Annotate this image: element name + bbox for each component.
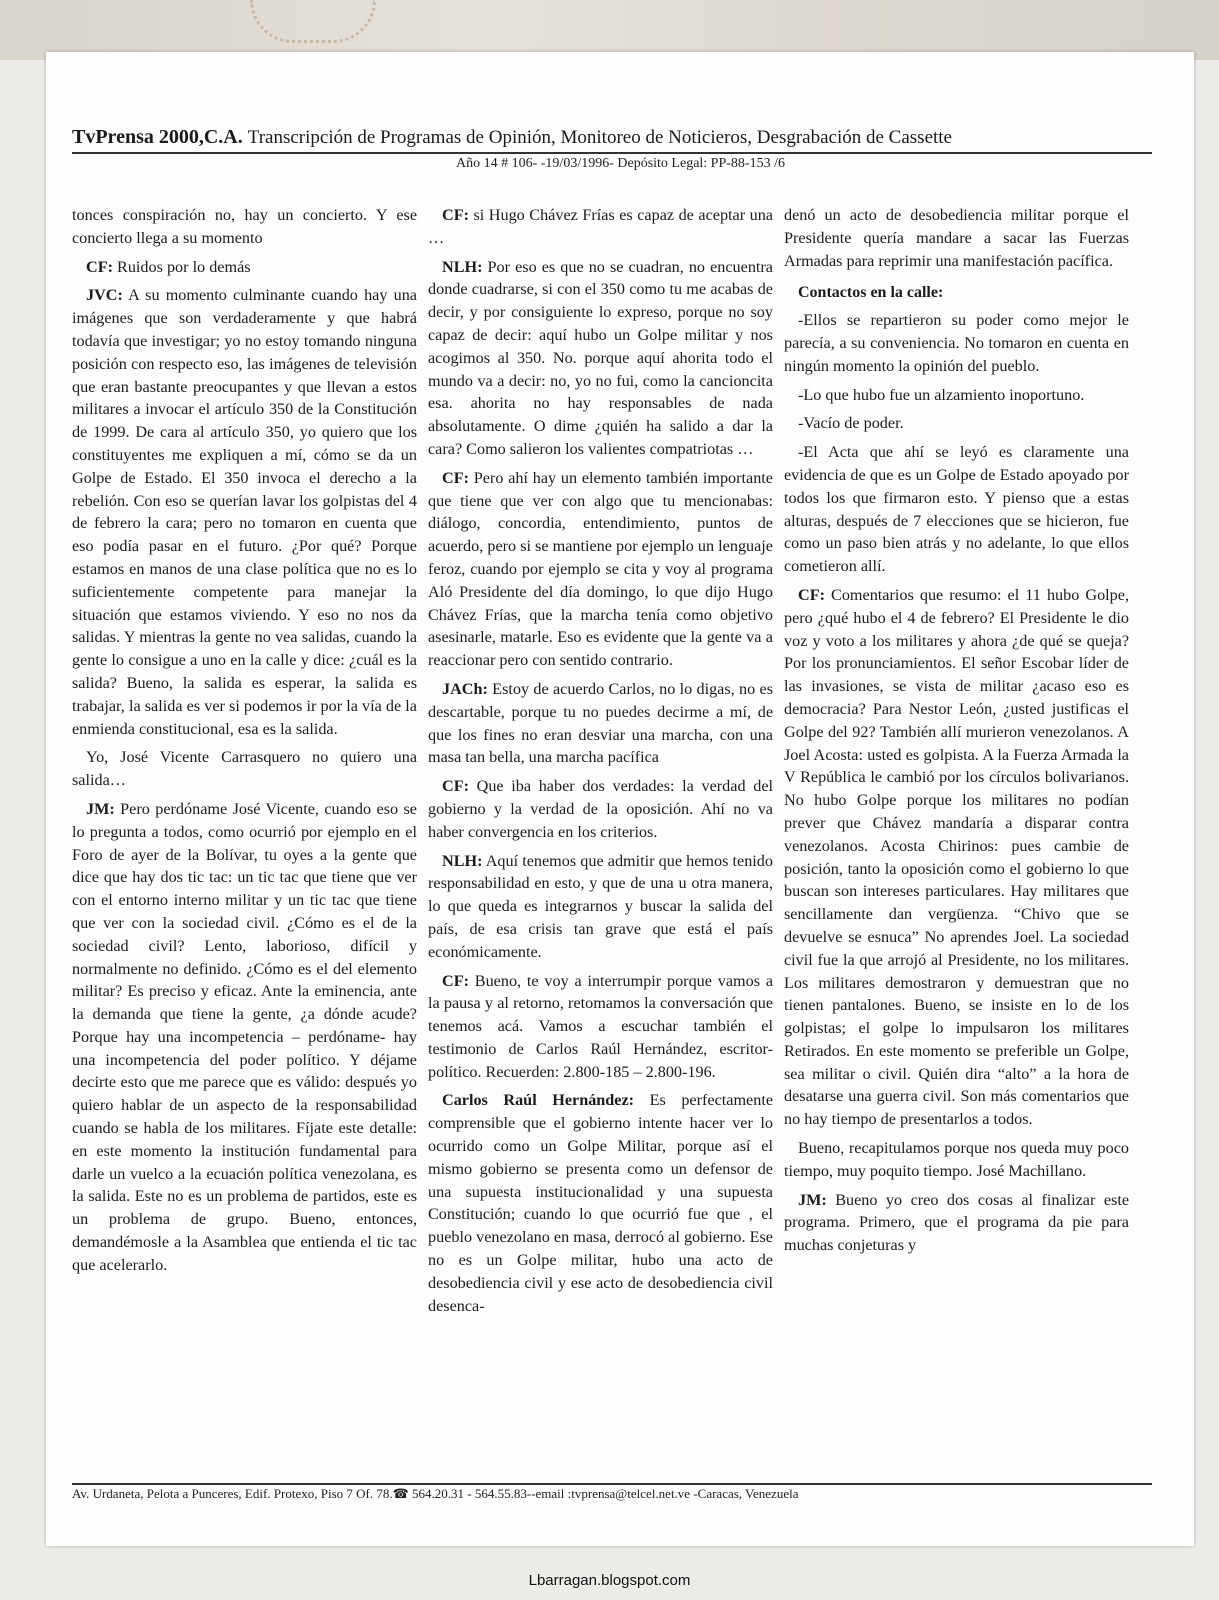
speaker-label: JACh:	[442, 679, 488, 698]
paragraph-text: Aquí tenemos que admitir que hemos tenido responsabilidad en esto, y que de una u otra manera, lo que queda es integrarnos y buscar la salida del país, de esa crisis tan grave que está el país económicamente.	[428, 851, 773, 961]
speaker-label: CF:	[442, 468, 469, 487]
paragraph-text: Bueno, te voy a interrumpir porque vamos a la pausa y al retorno, retomamos la conversación que tenemos acá. Vamos a escuchar también el testimonio de Carlos Raúl Hernández, escritor-político. Recuerden: 2.800-185 – 2.800-196.	[428, 971, 773, 1081]
column-3	[784, 204, 1129, 1263]
speaker-label: JM:	[86, 799, 115, 818]
speaker-label: CF:	[442, 777, 469, 796]
paragraph	[428, 970, 773, 1084]
paragraph	[784, 1189, 1129, 1257]
issue-info: Año 14 # 106- -19/03/1996- Depósito Legal: PP-88-153 /6	[456, 156, 785, 171]
paragraph-text: Estoy de acuerdo Carlos, no lo digas, no es descartable, porque tu no puedes decirme a mí, de que los fines no eran desviar una marcha, con una masa tan bella, una marcha pacífica	[428, 679, 773, 767]
paragraph	[72, 284, 417, 740]
section-heading: Contactos en la calle:	[798, 284, 944, 302]
paragraph	[72, 256, 417, 279]
paragraph	[428, 775, 773, 843]
masthead-line	[72, 126, 1152, 149]
paragraph-text: si Hugo Chávez Frías es capaz de aceptar una …	[428, 206, 773, 247]
paragraph-text: Comentarios que resumo: el 11 hubo Golpe, pero ¿qué hubo el 4 de febrero? El Presidente le dio voz y voto a los militares y ahora ¿de qué se queja? Por los pronunciamientos. El señor Escobar líder de las invasiones, se vista de militar ¿acaso eso es democracia? Para Nestor León, ¿usted justificas el Golpe del 92? También allí murieron venezolanos. A Joel Acosta: usted es golpista. A la Fuerza Armada la V República le cambió por los círculos bolivarianos. No hubo Golpe porque los militares no podían prever que Chávez mandaría a disparar contra venezolanos. Acosta Chirinos: pues cambie de posición, tanto la oposición como el gobierno lo que buscan son intereses particulares. Hay militares que sencillamente dan vergüenza. “Chivo que se devuelve se esnuca” No aprendes Joel. La sociedad civil fue la que arrojó al Presidente, no los militares. Los militares demostraron y demuestran que no tienen pantalones. Bueno, se insiste en lo de los golpistas; el golpe lo impulsaron los militares Retirados. En este momento se preferible un Golpe, sea militar o civil. Quién dira “alto” a la hora de desatarse una guerra civil. Son más comentarios que no hay tiempo de presentarlos a todos.	[784, 585, 1129, 1129]
paragraph: Yo, José Vicente Carrasquero no quiero una salida…	[72, 748, 417, 790]
paragraph	[428, 850, 773, 964]
paragraph	[428, 256, 773, 461]
newsletter-page	[46, 52, 1194, 1546]
footer-address: Av. Urdaneta, Pelota a Punceres, Edif. Protexo, Piso 7 Of. 78.☎ 564.20.31 - 564.55.83--email :tvprensa@telcel.net.ve -Caracas, Venezuela	[72, 1486, 799, 1501]
speaker-label: CF:	[798, 585, 825, 604]
paragraph: -Ellos se repartieron su poder como mejor le parecía, a su conveniencia. No tomaron en cuenta en ningún momento la opinión del pueblo.	[784, 311, 1129, 375]
paragraph: -Vacío de poder.	[798, 414, 904, 433]
speaker-label: CF:	[442, 206, 469, 224]
company-name: TvPrensa 2000,C.A.	[72, 126, 243, 148]
paragraph: -El Acta que ahí se leyó es claramente una evidencia de que es un Golpe de Estado apoyado por todos los que firmaron esto. Y pienso que a estas alturas, después de 7 elecciones que se hicieron, fue como un paso bien atrás y no adelante, lo que ellos cometieron allí.	[784, 443, 1129, 576]
speaker-label: Carlos Raúl Hernández:	[442, 1091, 635, 1110]
speaker-label: CF:	[442, 971, 469, 990]
paragraph	[428, 1089, 773, 1317]
scanner-lid-texture	[0, 0, 1219, 60]
speaker-label: NLH:	[442, 851, 483, 870]
paragraph	[428, 678, 773, 769]
paragraph: Bueno, recapitulamos porque nos queda muy poco tiempo, muy poquito tiempo. José Machillano.	[784, 1139, 1129, 1180]
paragraph-text: Que iba haber dos verdades: la verdad del gobierno y la verdad de la oposición. Ahí no va haber convergencia en los criterios.	[428, 777, 773, 841]
footer-rule	[72, 1483, 1152, 1485]
paragraph: -Lo que hubo fue un alzamiento inoportuno.	[798, 385, 1085, 404]
speaker-label: JM:	[798, 1190, 827, 1209]
company-tagline: Transcripción de Programas de Opinión, Monitoreo de Noticieros, Desgrabación de Cassette	[247, 127, 952, 148]
paragraph	[784, 584, 1129, 1131]
paragraph-text: Por eso es que no se cuadran, no encuentra donde cuadrarse, si con el 350 como tu me acabas de decir, y por consiguiente lo expreso, porque no soy capaz de decir: aquí hubo un Golpe militar y nos acogimos al 350. No. porque aquí ahorita todo el mundo va a decir: no, yo no fui, como la cancioncita esa. ahorita no hay responsables de nada absolutamente. O dime ¿quién ha salido a dar la cara? Como salieron los valientes compatriotas …	[428, 257, 773, 458]
blog-watermark: Lbarragan.blogspot.com	[528, 1572, 691, 1589]
paragraph: tonces conspiración no, hay un concierto. Y ese concierto llega a su momento	[72, 206, 417, 247]
column-1	[72, 204, 417, 1283]
paragraph	[72, 798, 417, 1277]
paragraph-text: Es perfectamente comprensible que el gobierno intente hacer ver lo ocurrido como un Golpe Militar, porque así el mismo gobierno se presenta como un defensor de una supuesta institucionalidad y una supuesta Constitución; cuando lo que ocurrió fue que , el pueblo venezolano en masa, derrocó al gobierno. Ese no es un Golpe militar, hubo una acto de desobediencia civil y ese acto de desobediencia civil desenca-	[428, 1091, 773, 1315]
paragraph: denó un acto de desobediencia militar porque el Presidente quería mandare a sacar las Fuerzas Armadas para reprimir una manifestación pacífica.	[784, 206, 1129, 270]
speaker-label: JVC:	[86, 286, 123, 305]
masthead	[72, 126, 1152, 149]
speaker-label: NLH:	[442, 257, 483, 276]
paragraph-text: Ruidos por lo demás	[112, 257, 251, 276]
header-rule	[72, 152, 1152, 154]
paragraph-text: Bueno yo creo dos cosas al finalizar este programa. Primero, que el programa da pie para muchas conjeturas y	[784, 1190, 1129, 1255]
paragraph	[428, 467, 773, 672]
column-2	[428, 204, 773, 1323]
paragraph	[428, 204, 773, 250]
speaker-label: CF:	[86, 257, 113, 276]
paragraph-text: A su momento culminante cuando hay una imágenes que son verdaderamente y que habrá todavía que investigar; yo no estoy tomando ninguna posición con respecto eso, las imágenes de televisión que eran bastante preocupantes y que llevan a estos militares a invocar el artículo 350 de la Constitución de 1999. De cara al artículo 350, yo quiero que los constituyentes me expliquen a mí, cómo se da un Golpe de Estado. El 350 invoca el derecho a la rebelión. Con eso se querían lavar los golpistas del 4 de febrero la cara; pero no tomaron en cuenta que eso podía pasar en el futuro. ¿Por qué? Porque estamos en manos de una clase política que no es lo suficientemente competente para manejar la situación que estamos viviendo. Y eso no nos da salidas. Y mientras la gente no vea salidas, cuando la gente lo consigue a uno en la calle y dice: ¿cuál es la salida? Bueno, la salida es esperar, la salida es trabajar, la salida es ver si podemos ir por la vía de la enmienda constitucional, esa es la salida.	[72, 286, 417, 738]
paragraph-text: Pero perdóname José Vicente, cuando eso se lo pregunta a todos, como ocurrió por ejemplo en el Foro de ayer de la Bolívar, tu oyes a la gente que dice que hay dos tic tac: un tic tac que tiene que ver con el entorno interno militar y un tic tac que tiene que ver con la sociedad civil. ¿Cómo es el de la sociedad civil? Lento, laborioso, difícil y normalmente no definido. ¿Cómo es el del elemento militar? Es preciso y eficaz. Ante la eminencia, ante la demanda que tiene la gente, ¿a dónde acude? Porque hay una incompetencia – perdóname- hay una incompetencia del poder político. Y déjame decirte esto que me parece que es válido: después yo quiero hablar de un aspecto de la responsabilidad cuando se habla de los militares. Fíjate este detalle: en este momento la institución fundamental para darle un vuelco a la ecuación política venezolana, es la salida. Este no es un problema de partidos, este es un problema de grupo. Bueno, entonces, demandémosle a la Asamblea que entienda el tic tac que acelerarlo.	[72, 799, 417, 1274]
paragraph-text: Pero ahí hay un elemento también importante que tiene que ver con algo que tu mencionabas: diálogo, concordia, entendimiento, puntos de acuerdo, pero si se mantiene por ejemplo un lenguaje feroz, cuando por ejemplo se cita y voy al programa Aló Presidente del día domingo, lo que dijo Hugo Chávez Frías, que la marcha tenía como objetivo asesinarle, matarle. Eso es evidente que la gente va a reaccionar pero con sentido contrario.	[428, 468, 773, 670]
